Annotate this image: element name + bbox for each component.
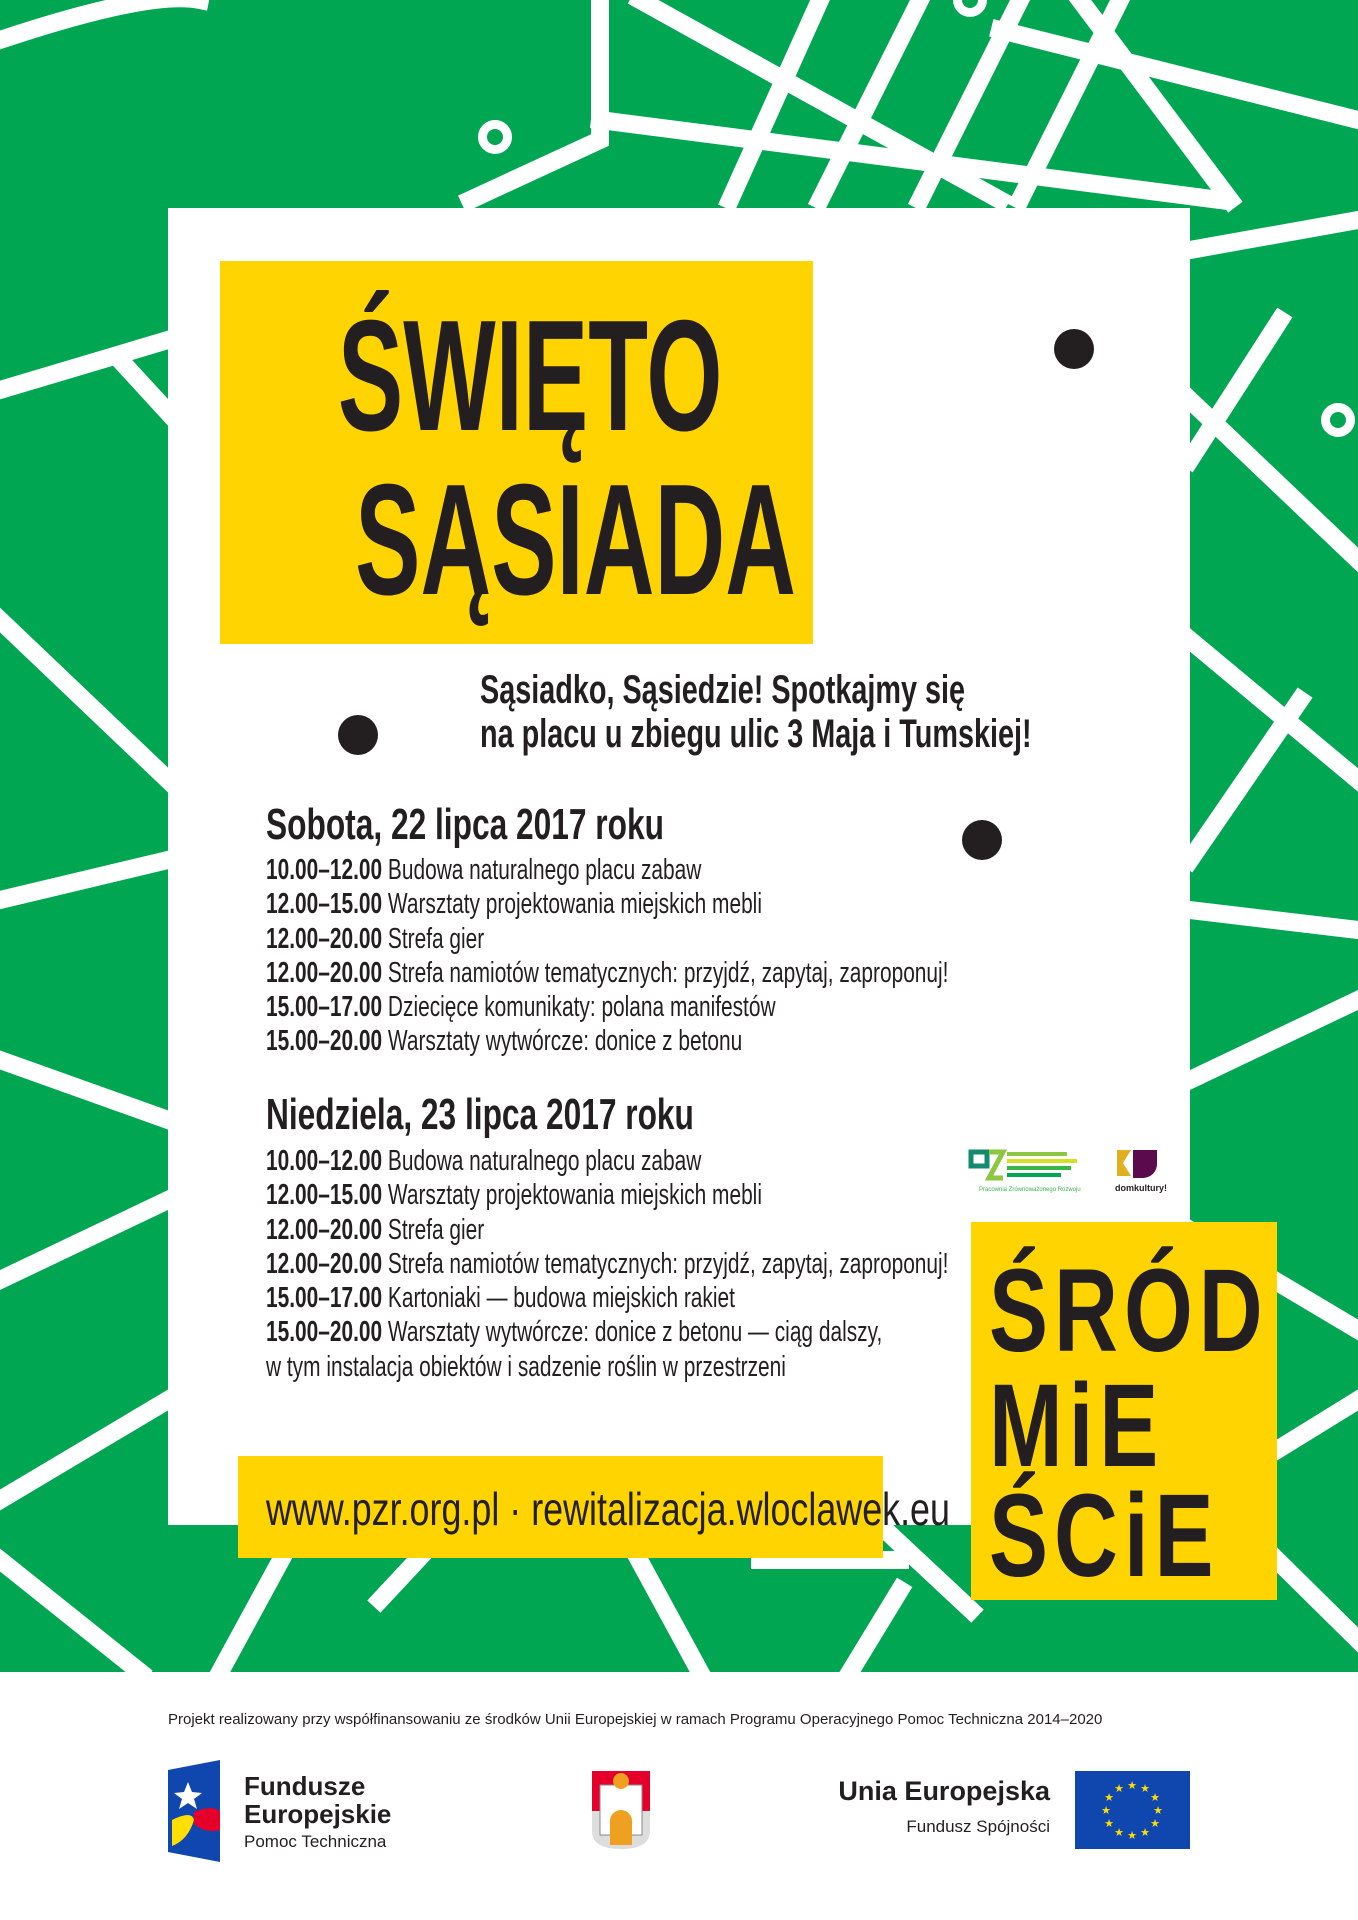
schedule-row: 12.00–20.00 Strefa namiotów tematycznych: przyjdź, zapytaj, zaproponuj! xyxy=(266,956,949,989)
fe-line1: Fundusze xyxy=(244,1771,366,1801)
svg-text:★: ★ xyxy=(1127,1830,1137,1842)
svg-text:★: ★ xyxy=(1114,1827,1124,1839)
schedule-row: 12.00–20.00 Strefa gier xyxy=(266,922,485,955)
srodmiescie-logo: ŚRÓD MiE ŚCiE xyxy=(971,1222,1277,1600)
fe-line2: Europejskie xyxy=(244,1799,392,1829)
url-box xyxy=(238,1456,950,1558)
eu-stars-icon xyxy=(1075,1771,1190,1849)
svg-text:★: ★ xyxy=(1104,1792,1114,1804)
black-dot xyxy=(338,715,378,755)
title-box xyxy=(220,261,813,644)
schedule-row: 15.00–17.00 Kartoniaki — budowa miejskich rakiet xyxy=(266,1282,735,1315)
fe-sub: Pomoc Techniczna xyxy=(244,1832,387,1851)
wloclawek-coat-of-arms xyxy=(592,1771,650,1854)
pzr-caption: Pracownia Zrównoważonego Rozwoju xyxy=(979,1187,1081,1193)
subtitle-line2: na placu u zbiegu ulic 3 Maja i Tumskiej! xyxy=(480,712,1032,756)
svg-text:★: ★ xyxy=(1140,1827,1150,1839)
eu-title: Unia Europejska xyxy=(838,1776,1050,1806)
fundusze-europejskie-logo xyxy=(168,1760,222,1867)
schedule-row: 12.00–20.00 Strefa gier xyxy=(266,1213,485,1246)
title-line2: SĄSIADA xyxy=(355,452,796,628)
svg-text:★: ★ xyxy=(1127,1780,1137,1792)
day-heading-saturday: Sobota, 22 lipca 2017 roku xyxy=(266,800,664,849)
ring-marker xyxy=(1321,403,1355,437)
domkultury-logo: domkultury! xyxy=(1115,1148,1165,1196)
eu-flag xyxy=(1075,1771,1190,1849)
svg-text:★: ★ xyxy=(1153,1805,1163,1817)
schedule-row: 12.00–15.00 Warsztaty projektowania miejskich mebli xyxy=(266,1179,762,1212)
ring-marker xyxy=(478,120,512,154)
schedule-row: 12.00–15.00 Warsztaty projektowania miejskich mebli xyxy=(266,888,762,921)
day-heading-sunday: Niedziela, 23 lipca 2017 roku xyxy=(266,1090,694,1139)
svg-text:★: ★ xyxy=(1101,1805,1111,1817)
schedule-continuation: w tym instalacja obiektów i sadzenie roślin w przestrzeni xyxy=(266,1350,786,1383)
schedule-row: 10.00–12.00 Budowa naturalnego placu zabaw xyxy=(266,1145,702,1177)
eu-subtitle: Fundusz Spójności xyxy=(906,1817,1050,1836)
svg-text:★: ★ xyxy=(1150,1792,1160,1804)
schedule-row: 15.00–20.00 Warsztaty wytwórcze: donice z betonu — ciąg dalszy, xyxy=(266,1316,883,1349)
svg-text:★: ★ xyxy=(1104,1818,1114,1830)
website-links[interactable]: www.pzr.org.pl · rewitalizacja.wloclawek.eu xyxy=(266,1483,950,1535)
svg-text:★: ★ xyxy=(1140,1783,1150,1795)
schedule-row: 15.00–17.00 Dziecięce komunikaty: polana manifestów xyxy=(266,991,776,1024)
title-line1: ŚWIĘTO xyxy=(337,288,723,464)
funding-note: Projekt realizowany przy współfinansowaniu ze środków Unii Europejskiej w ramach Programu Operacyjnego Pomoc Techniczna 2014–2020 xyxy=(168,1711,1103,1728)
subtitle xyxy=(480,668,1246,756)
svg-text:★: ★ xyxy=(1114,1783,1124,1795)
schedule-saturday xyxy=(266,853,1214,1059)
schedule-row: 15.00–20.00 Warsztaty wytwórcze: donice z betonu xyxy=(266,1025,743,1058)
black-dot xyxy=(1054,329,1094,369)
pzr-logo xyxy=(967,1148,1087,1196)
schedule-row: 10.00–12.00 Budowa naturalnego placu zabaw xyxy=(266,854,702,886)
svg-text:★: ★ xyxy=(1150,1818,1160,1830)
subtitle-line1: Sąsiadko, Sąsiedzie! Spotkajmy się xyxy=(480,668,966,712)
schedule-row: 12.00–20.00 Strefa namiotów tematycznych: przyjdź, zapytaj, zaproponuj! xyxy=(266,1247,949,1280)
